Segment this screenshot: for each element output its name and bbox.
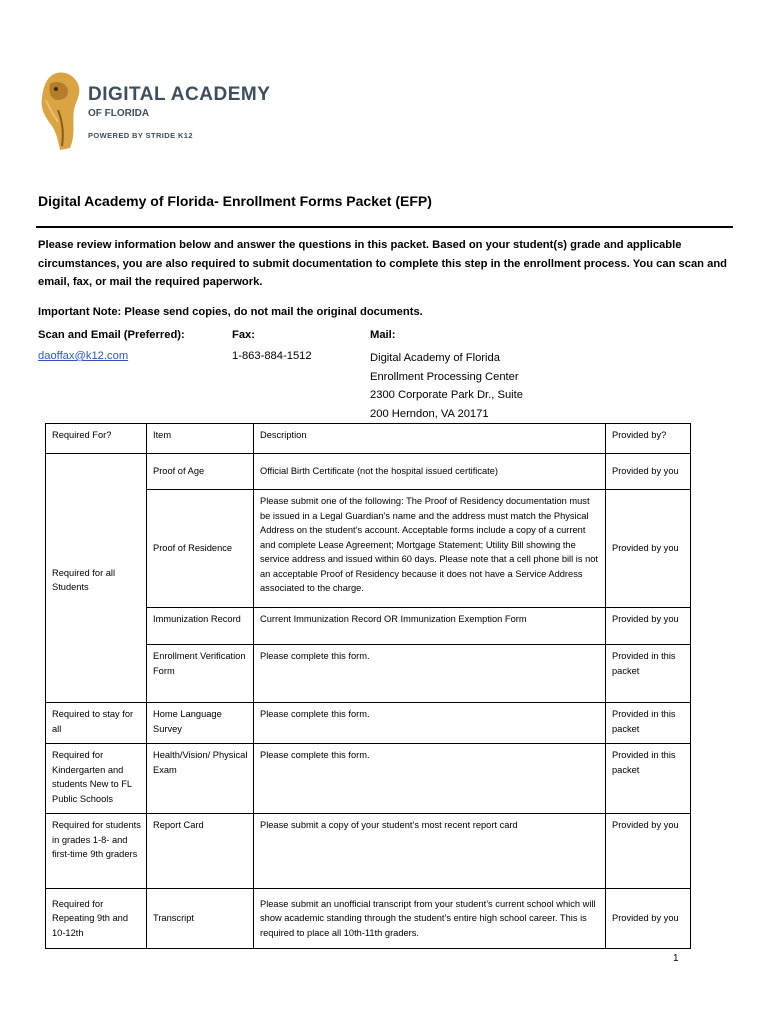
header-required-for: Required For? xyxy=(46,424,147,454)
mail-line: Enrollment Processing Center xyxy=(370,370,519,383)
table-row xyxy=(46,703,691,744)
mail-address xyxy=(370,349,523,423)
requirements-table xyxy=(45,423,691,949)
mail-line: Digital Academy of Florida xyxy=(370,352,500,364)
intro-paragraph: Please review information below and answer the questions in this packet. Based on your student(s) grade and applicable circumstances, you are also required to submit documentation to complete this step in the enrollment process. You can scan and email, fax, or mail the required paperwork. xyxy=(38,239,728,288)
mail-label: Mail: xyxy=(370,329,396,341)
fax-number: 1-863-884-1512 xyxy=(232,350,312,362)
description-cell: Please submit an unofficial transcript from your student’s current school which will show academic standing through the student’s entire high school career. This is required to place all 10th-11th graders. xyxy=(254,889,606,949)
header-description: Description xyxy=(254,424,606,454)
description-cell: Please submit a copy of your student’s most recent report card xyxy=(254,814,606,889)
required-for-cell: Required to stay for all xyxy=(46,703,147,744)
item-cell: Enrollment Verification Form xyxy=(147,645,254,703)
item-cell: Proof of Age xyxy=(147,454,254,490)
required-for-cell: Required for Repeating 9th and 10-12th xyxy=(46,889,147,949)
table-row xyxy=(46,814,691,889)
title-divider xyxy=(36,226,733,228)
page-number: 1 xyxy=(673,953,679,964)
required-for-cell: Required for Kindergarten and students New to FL Public Schools xyxy=(46,744,147,814)
description-cell: Official Birth Certificate (not the hospital issued certificate) xyxy=(254,454,606,490)
logo-title: DIGITAL ACADEMY xyxy=(88,84,271,105)
provided-by-cell: Provided by you xyxy=(606,490,691,608)
provided-by-cell: Provided by you xyxy=(606,814,691,889)
mail-line: 200 Herndon, VA 20171 xyxy=(370,407,489,420)
description-cell: Please complete this form. xyxy=(254,744,606,814)
important-note: Important Note: Please send copies, do not mail the original documents. xyxy=(38,306,423,318)
item-cell: Proof of Residence xyxy=(147,490,254,608)
panther-logo-icon xyxy=(36,70,84,152)
table-row xyxy=(46,454,691,490)
description-cell: Please complete this form. xyxy=(254,645,606,703)
logo-powered-by: POWERED BY STRIDE K12 xyxy=(88,131,193,140)
item-cell: Health/Vision/ Physical Exam xyxy=(147,744,254,814)
provided-by-cell: Provided in this packet xyxy=(606,703,691,744)
email-link[interactable]: daoffax@k12.com xyxy=(38,350,129,362)
item-cell: Transcript xyxy=(147,889,254,949)
table-row xyxy=(46,744,691,814)
provided-by-cell: Provided by you xyxy=(606,454,691,490)
scan-email-label: Scan and Email (Preferred): xyxy=(38,329,185,341)
logo-subtitle: OF FLORIDA xyxy=(88,108,150,119)
item-cell: Report Card xyxy=(147,814,254,889)
required-for-cell: Required for students in grades 1-8- and first-time 9th graders xyxy=(46,814,147,889)
provided-by-cell: Provided in this packet xyxy=(606,645,691,703)
header-item: Item xyxy=(147,424,254,454)
mail-line: 2300 Corporate Park Dr., Suite xyxy=(370,389,523,401)
description-cell: Please complete this form. xyxy=(254,703,606,744)
description-cell: Please submit one of the following: The Proof of Residency documentation must be issued in a Legal Guardian’s name and the address must match the Physical Address on the student’s account. Acceptable forms include a copy of a current and complete Lease Agreement; Mortgage Statement; Utility Bill showing the service address and issued within 60 days. Please note that a cell phone bill is not an acceptable Proof of Residency because it does not have a Service Address associated to the charge. xyxy=(254,490,606,608)
table-header-row xyxy=(46,424,691,454)
description-cell: Current Immunization Record OR Immunization Exemption Form xyxy=(254,608,606,645)
item-cell: Home Language Survey xyxy=(147,703,254,744)
required-for-cell xyxy=(46,454,147,703)
table-row xyxy=(46,889,691,949)
required-for-text: Required for all Students xyxy=(52,567,116,592)
provided-by-cell: Provided by you xyxy=(606,889,691,949)
provided-by-cell: Provided by you xyxy=(606,608,691,645)
header-provided-by: Provided by? xyxy=(606,424,691,454)
provided-by-cell: Provided in this packet xyxy=(606,744,691,814)
document-title: Digital Academy of Florida- Enrollment Forms Packet (EFP) xyxy=(38,193,432,209)
item-cell: Immunization Record xyxy=(147,608,254,645)
fax-label: Fax: xyxy=(232,329,256,341)
